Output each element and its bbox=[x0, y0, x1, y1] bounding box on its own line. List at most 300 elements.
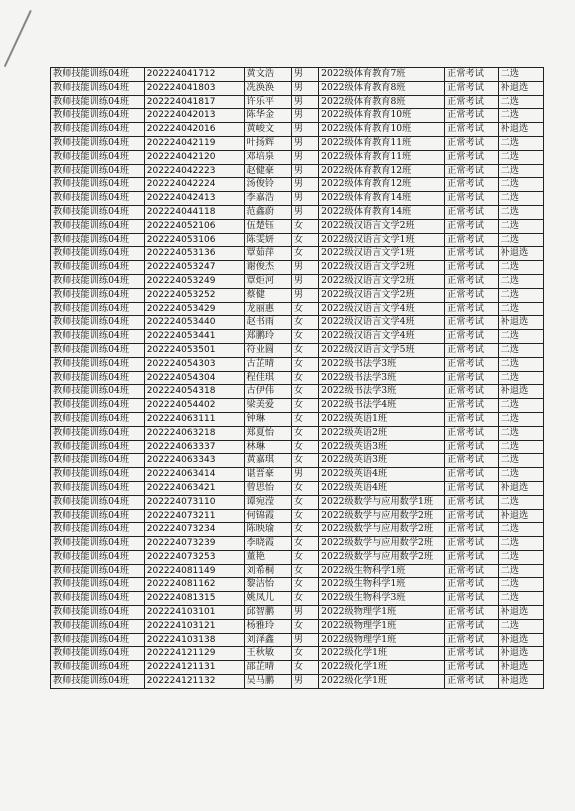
table-row bbox=[51, 371, 544, 385]
gender-cell: 女 bbox=[291, 247, 318, 261]
student-id-cell: 202224042016 bbox=[144, 123, 244, 137]
gender-cell: 男 bbox=[291, 192, 318, 206]
gender-cell: 女 bbox=[291, 371, 318, 385]
exam-status-cell: 正常考试 bbox=[445, 233, 498, 247]
student-name-cell: 覃茹萍 bbox=[244, 247, 291, 261]
student-id-cell: 202224063343 bbox=[144, 454, 244, 468]
exam-status-cell: 正常考试 bbox=[445, 481, 498, 495]
student-id-cell: 202224054402 bbox=[144, 399, 244, 413]
student-id-cell: 202224053441 bbox=[144, 330, 244, 344]
student-name-cell: 杨雅玲 bbox=[244, 619, 291, 633]
selection-type-cell: 补退选 bbox=[498, 123, 543, 137]
course-class-cell: 教师技能训练04班 bbox=[51, 288, 145, 302]
student-name-cell: 董艳 bbox=[244, 550, 291, 564]
table-row bbox=[51, 412, 544, 426]
table-row bbox=[51, 288, 544, 302]
gender-cell: 女 bbox=[291, 647, 318, 661]
table-row bbox=[51, 247, 544, 261]
selection-type-cell: 二选 bbox=[498, 150, 543, 164]
exam-status-cell: 正常考试 bbox=[445, 647, 498, 661]
major-class-cell: 2022级英语4班 bbox=[319, 481, 445, 495]
course-class-cell: 教师技能训练04班 bbox=[51, 454, 145, 468]
table-row bbox=[51, 440, 544, 454]
student-id-cell: 202224044118 bbox=[144, 205, 244, 219]
gender-cell: 女 bbox=[291, 399, 318, 413]
course-class-cell: 教师技能训练04班 bbox=[51, 81, 145, 95]
course-class-cell: 教师技能训练04班 bbox=[51, 109, 145, 123]
selection-type-cell: 二选 bbox=[498, 564, 543, 578]
table-row bbox=[51, 550, 544, 564]
major-class-cell: 2022级数学与应用数学1班 bbox=[319, 495, 445, 509]
course-class-cell: 教师技能训练04班 bbox=[51, 564, 145, 578]
student-name-cell: 黄文浩 bbox=[244, 68, 291, 82]
student-name-cell: 符业圆 bbox=[244, 343, 291, 357]
student-id-cell: 202224042120 bbox=[144, 150, 244, 164]
selection-type-cell: 补退选 bbox=[498, 247, 543, 261]
table-row bbox=[51, 205, 544, 219]
gender-cell: 男 bbox=[291, 109, 318, 123]
student-name-cell: 邓培泉 bbox=[244, 150, 291, 164]
course-class-cell: 教师技能训练04班 bbox=[51, 274, 145, 288]
course-class-cell: 教师技能训练04班 bbox=[51, 95, 145, 109]
student-name-cell: 陈映瑜 bbox=[244, 523, 291, 537]
student-name-cell: 谭宛滢 bbox=[244, 495, 291, 509]
selection-type-cell: 二选 bbox=[498, 426, 543, 440]
major-class-cell: 2022级物理学1班 bbox=[319, 619, 445, 633]
table-row bbox=[51, 468, 544, 482]
exam-status-cell: 正常考试 bbox=[445, 661, 498, 675]
table-row bbox=[51, 454, 544, 468]
student-id-cell: 202224063337 bbox=[144, 440, 244, 454]
major-class-cell: 2022级体育教育12班 bbox=[319, 164, 445, 178]
table-row bbox=[51, 606, 544, 620]
course-class-cell: 教师技能训练04班 bbox=[51, 150, 145, 164]
exam-status-cell: 正常考试 bbox=[445, 564, 498, 578]
gender-cell: 男 bbox=[291, 136, 318, 150]
selection-type-cell: 二选 bbox=[498, 95, 543, 109]
table-row bbox=[51, 385, 544, 399]
gender-cell: 女 bbox=[291, 219, 318, 233]
exam-status-cell: 正常考试 bbox=[445, 509, 498, 523]
major-class-cell: 2022级书法学3班 bbox=[319, 357, 445, 371]
major-class-cell: 2022级汉语言文学2班 bbox=[319, 288, 445, 302]
major-class-cell: 2022级体育教育11班 bbox=[319, 136, 445, 150]
student-name-cell: 覃炬河 bbox=[244, 274, 291, 288]
student-name-cell: 姚凤儿 bbox=[244, 592, 291, 606]
gender-cell: 女 bbox=[291, 412, 318, 426]
gender-cell: 女 bbox=[291, 440, 318, 454]
student-id-cell: 202224121129 bbox=[144, 647, 244, 661]
table-row bbox=[51, 81, 544, 95]
roster-body bbox=[51, 68, 544, 689]
student-name-cell: 冼涣涣 bbox=[244, 81, 291, 95]
course-class-cell: 教师技能训练04班 bbox=[51, 136, 145, 150]
gender-cell: 女 bbox=[291, 302, 318, 316]
course-class-cell: 教师技能训练04班 bbox=[51, 647, 145, 661]
gender-cell: 女 bbox=[291, 454, 318, 468]
exam-status-cell: 正常考试 bbox=[445, 468, 498, 482]
selection-type-cell: 补退选 bbox=[498, 385, 543, 399]
gender-cell: 女 bbox=[291, 592, 318, 606]
table-row bbox=[51, 316, 544, 330]
student-name-cell: 伍楚钰 bbox=[244, 219, 291, 233]
student-name-cell: 古芷晴 bbox=[244, 357, 291, 371]
table-row bbox=[51, 219, 544, 233]
exam-status-cell: 正常考试 bbox=[445, 399, 498, 413]
student-id-cell: 202224063218 bbox=[144, 426, 244, 440]
selection-type-cell: 补退选 bbox=[498, 81, 543, 95]
student-name-cell: 陈华金 bbox=[244, 109, 291, 123]
exam-status-cell: 正常考试 bbox=[445, 440, 498, 454]
gender-cell: 女 bbox=[291, 385, 318, 399]
table-row bbox=[51, 592, 544, 606]
student-name-cell: 王秋敏 bbox=[244, 647, 291, 661]
table-row bbox=[51, 633, 544, 647]
selection-type-cell: 补退选 bbox=[498, 316, 543, 330]
major-class-cell: 2022级生物科学3班 bbox=[319, 592, 445, 606]
gender-cell: 女 bbox=[291, 426, 318, 440]
gender-cell: 女 bbox=[291, 330, 318, 344]
major-class-cell: 2022级英语1班 bbox=[319, 412, 445, 426]
exam-status-cell: 正常考试 bbox=[445, 495, 498, 509]
exam-status-cell: 正常考试 bbox=[445, 95, 498, 109]
course-class-cell: 教师技能训练04班 bbox=[51, 123, 145, 137]
selection-type-cell: 二选 bbox=[498, 495, 543, 509]
course-class-cell: 教师技能训练04班 bbox=[51, 261, 145, 275]
table-row bbox=[51, 274, 544, 288]
course-class-cell: 教师技能训练04班 bbox=[51, 440, 145, 454]
major-class-cell: 2022级英语3班 bbox=[319, 454, 445, 468]
selection-type-cell: 二选 bbox=[498, 578, 543, 592]
course-class-cell: 教师技能训练04班 bbox=[51, 495, 145, 509]
course-class-cell: 教师技能训练04班 bbox=[51, 316, 145, 330]
gender-cell: 男 bbox=[291, 95, 318, 109]
course-class-cell: 教师技能训练04班 bbox=[51, 426, 145, 440]
major-class-cell: 2022级汉语言文学5班 bbox=[319, 343, 445, 357]
selection-type-cell: 二选 bbox=[498, 164, 543, 178]
gender-cell: 男 bbox=[291, 633, 318, 647]
gender-cell: 女 bbox=[291, 509, 318, 523]
student-name-cell: 赵健豪 bbox=[244, 164, 291, 178]
selection-type-cell: 二选 bbox=[498, 619, 543, 633]
major-class-cell: 2022级汉语言文学4班 bbox=[319, 330, 445, 344]
exam-status-cell: 正常考试 bbox=[445, 537, 498, 551]
course-class-cell: 教师技能训练04班 bbox=[51, 371, 145, 385]
major-class-cell: 2022级体育教育7班 bbox=[319, 68, 445, 82]
exam-status-cell: 正常考试 bbox=[445, 316, 498, 330]
student-name-cell: 陈雯妍 bbox=[244, 233, 291, 247]
student-name-cell: 李嘉浩 bbox=[244, 192, 291, 206]
table-row bbox=[51, 136, 544, 150]
gender-cell: 男 bbox=[291, 606, 318, 620]
exam-status-cell: 正常考试 bbox=[445, 302, 498, 316]
student-name-cell: 邵芷晴 bbox=[244, 661, 291, 675]
exam-status-cell: 正常考试 bbox=[445, 675, 498, 689]
course-class-cell: 教师技能训练04班 bbox=[51, 164, 145, 178]
student-id-cell: 202224042413 bbox=[144, 192, 244, 206]
course-class-cell: 教师技能训练04班 bbox=[51, 675, 145, 689]
major-class-cell: 2022级数学与应用数学2班 bbox=[319, 550, 445, 564]
course-class-cell: 教师技能训练04班 bbox=[51, 233, 145, 247]
student-id-cell: 202224053501 bbox=[144, 343, 244, 357]
table-row bbox=[51, 261, 544, 275]
table-row bbox=[51, 509, 544, 523]
gender-cell: 女 bbox=[291, 578, 318, 592]
course-class-cell: 教师技能训练04班 bbox=[51, 592, 145, 606]
selection-type-cell: 二选 bbox=[498, 219, 543, 233]
table-row bbox=[51, 192, 544, 206]
exam-status-cell: 正常考试 bbox=[445, 633, 498, 647]
major-class-cell: 2022级书法学3班 bbox=[319, 371, 445, 385]
course-class-cell: 教师技能训练04班 bbox=[51, 302, 145, 316]
student-id-cell: 202224063111 bbox=[144, 412, 244, 426]
exam-status-cell: 正常考试 bbox=[445, 412, 498, 426]
course-class-cell: 教师技能训练04班 bbox=[51, 578, 145, 592]
student-id-cell: 202224042119 bbox=[144, 136, 244, 150]
course-class-cell: 教师技能训练04班 bbox=[51, 343, 145, 357]
student-id-cell: 202224073239 bbox=[144, 537, 244, 551]
student-id-cell: 202224073253 bbox=[144, 550, 244, 564]
student-name-cell: 黎洁怡 bbox=[244, 578, 291, 592]
major-class-cell: 2022级英语3班 bbox=[319, 440, 445, 454]
student-name-cell: 叶扬辉 bbox=[244, 136, 291, 150]
selection-type-cell: 二选 bbox=[498, 412, 543, 426]
course-class-cell: 教师技能训练04班 bbox=[51, 219, 145, 233]
student-name-cell: 谢俊杰 bbox=[244, 261, 291, 275]
gender-cell: 女 bbox=[291, 661, 318, 675]
gender-cell: 男 bbox=[291, 675, 318, 689]
course-class-cell: 教师技能训练04班 bbox=[51, 481, 145, 495]
major-class-cell: 2022级物理学1班 bbox=[319, 606, 445, 620]
student-name-cell: 汤俊铃 bbox=[244, 178, 291, 192]
student-name-cell: 郑鹏玲 bbox=[244, 330, 291, 344]
gender-cell: 男 bbox=[291, 81, 318, 95]
selection-type-cell: 二选 bbox=[498, 454, 543, 468]
gender-cell: 女 bbox=[291, 550, 318, 564]
exam-status-cell: 正常考试 bbox=[445, 205, 498, 219]
course-class-cell: 教师技能训练04班 bbox=[51, 606, 145, 620]
gender-cell: 女 bbox=[291, 481, 318, 495]
selection-type-cell: 二选 bbox=[498, 136, 543, 150]
exam-status-cell: 正常考试 bbox=[445, 123, 498, 137]
student-id-cell: 202224103121 bbox=[144, 619, 244, 633]
student-id-cell: 202224053136 bbox=[144, 247, 244, 261]
scan-mark bbox=[4, 10, 32, 67]
table-row bbox=[51, 426, 544, 440]
exam-status-cell: 正常考试 bbox=[445, 371, 498, 385]
table-row bbox=[51, 357, 544, 371]
major-class-cell: 2022级体育教育8班 bbox=[319, 81, 445, 95]
selection-type-cell: 二选 bbox=[498, 192, 543, 206]
table-row bbox=[51, 233, 544, 247]
major-class-cell: 2022级汉语言文学4班 bbox=[319, 316, 445, 330]
course-class-cell: 教师技能训练04班 bbox=[51, 178, 145, 192]
selection-type-cell: 二选 bbox=[498, 109, 543, 123]
student-id-cell: 202224054303 bbox=[144, 357, 244, 371]
major-class-cell: 2022级体育教育11班 bbox=[319, 150, 445, 164]
exam-status-cell: 正常考试 bbox=[445, 357, 498, 371]
student-name-cell: 郑夏怡 bbox=[244, 426, 291, 440]
gender-cell: 男 bbox=[291, 68, 318, 82]
table-row bbox=[51, 578, 544, 592]
student-name-cell: 黄峻文 bbox=[244, 123, 291, 137]
table-row bbox=[51, 481, 544, 495]
table-row bbox=[51, 495, 544, 509]
selection-type-cell: 二选 bbox=[498, 592, 543, 606]
student-id-cell: 202224054318 bbox=[144, 385, 244, 399]
student-id-cell: 202224053429 bbox=[144, 302, 244, 316]
gender-cell: 女 bbox=[291, 316, 318, 330]
table-row bbox=[51, 109, 544, 123]
major-class-cell: 2022级数学与应用数学2班 bbox=[319, 537, 445, 551]
selection-type-cell: 二选 bbox=[498, 523, 543, 537]
roster-sheet bbox=[50, 67, 544, 689]
major-class-cell: 2022级化学1班 bbox=[319, 661, 445, 675]
course-class-cell: 教师技能训练04班 bbox=[51, 205, 145, 219]
student-name-cell: 许乐平 bbox=[244, 95, 291, 109]
course-class-cell: 教师技能训练04班 bbox=[51, 661, 145, 675]
exam-status-cell: 正常考试 bbox=[445, 219, 498, 233]
gender-cell: 男 bbox=[291, 274, 318, 288]
course-class-cell: 教师技能训练04班 bbox=[51, 509, 145, 523]
student-id-cell: 202224103101 bbox=[144, 606, 244, 620]
gender-cell: 女 bbox=[291, 619, 318, 633]
roster-table bbox=[50, 67, 544, 689]
exam-status-cell: 正常考试 bbox=[445, 592, 498, 606]
course-class-cell: 教师技能训练04班 bbox=[51, 537, 145, 551]
exam-status-cell: 正常考试 bbox=[445, 192, 498, 206]
gender-cell: 女 bbox=[291, 495, 318, 509]
student-id-cell: 202224063421 bbox=[144, 481, 244, 495]
major-class-cell: 2022级生物科学1班 bbox=[319, 578, 445, 592]
student-name-cell: 刘泽鑫 bbox=[244, 633, 291, 647]
exam-status-cell: 正常考试 bbox=[445, 330, 498, 344]
course-class-cell: 教师技能训练04班 bbox=[51, 550, 145, 564]
table-row bbox=[51, 523, 544, 537]
student-name-cell: 曾思怡 bbox=[244, 481, 291, 495]
student-id-cell: 202224053247 bbox=[144, 261, 244, 275]
course-class-cell: 教师技能训练04班 bbox=[51, 523, 145, 537]
student-name-cell: 何锦霞 bbox=[244, 509, 291, 523]
major-class-cell: 2022级体育教育14班 bbox=[319, 192, 445, 206]
student-name-cell: 刘希桐 bbox=[244, 564, 291, 578]
table-row bbox=[51, 399, 544, 413]
table-row bbox=[51, 95, 544, 109]
exam-status-cell: 正常考试 bbox=[445, 550, 498, 564]
course-class-cell: 教师技能训练04班 bbox=[51, 192, 145, 206]
gender-cell: 女 bbox=[291, 537, 318, 551]
major-class-cell: 2022级体育教育14班 bbox=[319, 205, 445, 219]
table-row bbox=[51, 647, 544, 661]
student-id-cell: 202224121132 bbox=[144, 675, 244, 689]
major-class-cell: 2022级数学与应用数学2班 bbox=[319, 509, 445, 523]
selection-type-cell: 补退选 bbox=[498, 633, 543, 647]
course-class-cell: 教师技能训练04班 bbox=[51, 247, 145, 261]
exam-status-cell: 正常考试 bbox=[445, 81, 498, 95]
exam-status-cell: 正常考试 bbox=[445, 68, 498, 82]
selection-type-cell: 二选 bbox=[498, 330, 543, 344]
table-row bbox=[51, 164, 544, 178]
course-class-cell: 教师技能训练04班 bbox=[51, 330, 145, 344]
major-class-cell: 2022级生物科学1班 bbox=[319, 564, 445, 578]
major-class-cell: 2022级汉语言文学4班 bbox=[319, 302, 445, 316]
selection-type-cell: 二选 bbox=[498, 440, 543, 454]
major-class-cell: 2022级体育教育12班 bbox=[319, 178, 445, 192]
selection-type-cell: 二选 bbox=[498, 468, 543, 482]
student-id-cell: 202224073211 bbox=[144, 509, 244, 523]
selection-type-cell: 二选 bbox=[498, 205, 543, 219]
student-id-cell: 202224073110 bbox=[144, 495, 244, 509]
student-id-cell: 202224053440 bbox=[144, 316, 244, 330]
major-class-cell: 2022级书法学4班 bbox=[319, 399, 445, 413]
student-id-cell: 202224073234 bbox=[144, 523, 244, 537]
exam-status-cell: 正常考试 bbox=[445, 385, 498, 399]
major-class-cell: 2022级数学与应用数学2班 bbox=[319, 523, 445, 537]
student-id-cell: 202224053249 bbox=[144, 274, 244, 288]
gender-cell: 女 bbox=[291, 357, 318, 371]
table-row bbox=[51, 68, 544, 82]
student-name-cell: 程佳琪 bbox=[244, 371, 291, 385]
selection-type-cell: 补退选 bbox=[498, 606, 543, 620]
student-id-cell: 202224081149 bbox=[144, 564, 244, 578]
table-row bbox=[51, 675, 544, 689]
selection-type-cell: 补退选 bbox=[498, 481, 543, 495]
major-class-cell: 2022级汉语言文学1班 bbox=[319, 233, 445, 247]
selection-type-cell: 二选 bbox=[498, 550, 543, 564]
gender-cell: 女 bbox=[291, 564, 318, 578]
gender-cell: 女 bbox=[291, 233, 318, 247]
table-row bbox=[51, 178, 544, 192]
student-name-cell: 梁美爱 bbox=[244, 399, 291, 413]
exam-status-cell: 正常考试 bbox=[445, 274, 498, 288]
table-row bbox=[51, 123, 544, 137]
student-name-cell: 黄嘉琪 bbox=[244, 454, 291, 468]
exam-status-cell: 正常考试 bbox=[445, 523, 498, 537]
exam-status-cell: 正常考试 bbox=[445, 426, 498, 440]
selection-type-cell: 二选 bbox=[498, 399, 543, 413]
student-name-cell: 吴马鹏 bbox=[244, 675, 291, 689]
course-class-cell: 教师技能训练04班 bbox=[51, 468, 145, 482]
exam-status-cell: 正常考试 bbox=[445, 606, 498, 620]
gender-cell: 男 bbox=[291, 150, 318, 164]
exam-status-cell: 正常考试 bbox=[445, 136, 498, 150]
student-id-cell: 202224042223 bbox=[144, 164, 244, 178]
major-class-cell: 2022级体育教育10班 bbox=[319, 109, 445, 123]
major-class-cell: 2022级体育教育10班 bbox=[319, 123, 445, 137]
course-class-cell: 教师技能训练04班 bbox=[51, 633, 145, 647]
table-row bbox=[51, 661, 544, 675]
major-class-cell: 2022级体育教育8班 bbox=[319, 95, 445, 109]
gender-cell: 男 bbox=[291, 468, 318, 482]
selection-type-cell: 二选 bbox=[498, 274, 543, 288]
major-class-cell: 2022级物理学1班 bbox=[319, 633, 445, 647]
student-name-cell: 龙丽惠 bbox=[244, 302, 291, 316]
major-class-cell: 2022级化学1班 bbox=[319, 647, 445, 661]
course-class-cell: 教师技能训练04班 bbox=[51, 357, 145, 371]
exam-status-cell: 正常考试 bbox=[445, 261, 498, 275]
course-class-cell: 教师技能训练04班 bbox=[51, 68, 145, 82]
gender-cell: 男 bbox=[291, 205, 318, 219]
student-name-cell: 钟琳 bbox=[244, 412, 291, 426]
selection-type-cell: 二选 bbox=[498, 288, 543, 302]
student-id-cell: 202224041712 bbox=[144, 68, 244, 82]
student-name-cell: 赵书雨 bbox=[244, 316, 291, 330]
exam-status-cell: 正常考试 bbox=[445, 454, 498, 468]
selection-type-cell: 二选 bbox=[498, 302, 543, 316]
student-id-cell: 202224103138 bbox=[144, 633, 244, 647]
student-id-cell: 202224053252 bbox=[144, 288, 244, 302]
selection-type-cell: 补退选 bbox=[498, 675, 543, 689]
